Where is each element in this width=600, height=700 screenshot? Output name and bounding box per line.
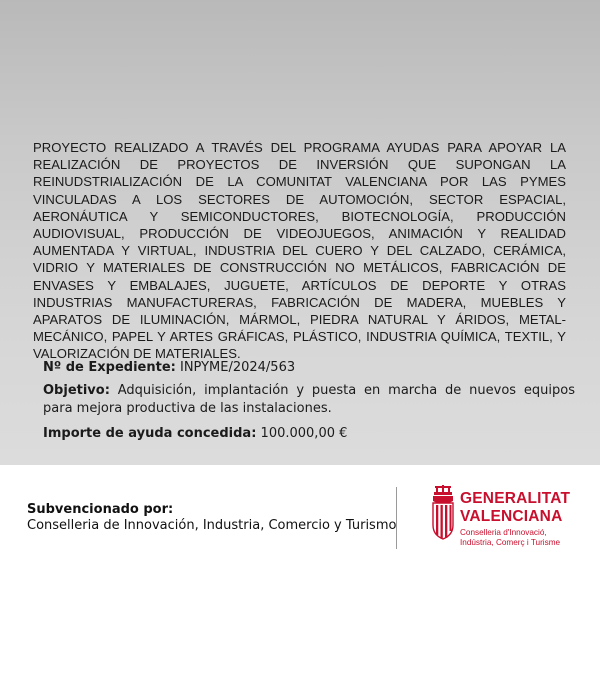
objetivo-label: Objetivo: — [43, 383, 110, 398]
importe-label: Importe de ayuda concedida: — [43, 426, 257, 441]
objetivo-row — [43, 382, 575, 418]
importe-value: 100.000,00 € — [260, 426, 348, 441]
subvencionado-label: Subvencionado por: — [27, 502, 174, 517]
generalitat-title: GENERALITAT VALENCIANA — [460, 490, 571, 525]
generalitat-subtitle: Conselleria d'Innovació, Indústria, Comerç i Turisme — [460, 528, 561, 547]
generalitat-coat-of-arms-icon — [430, 484, 456, 546]
importe-row — [43, 425, 575, 443]
footer-divider — [396, 487, 397, 549]
subvencionado-value: Conselleria de Innovación, Industria, Comercio y Turismo — [27, 518, 397, 533]
expediente-row — [43, 359, 575, 377]
expediente-label: Nº de Expediente: — [43, 360, 176, 375]
objetivo-value: Adquisición, implantación y puesta en marcha de nuevos equipos para mejora productiva de las instalaciones. — [43, 383, 575, 416]
project-description: PROYECTO REALIZADO A TRAVÉS DEL PROGRAMA AYUDAS PARA APOYAR LA REALIZACIÓN DE PROYECTOS DE INVERSIÓN QUE SUPONGAN LA REINUDSTRIALIZACIÓN DE LA COMUNITAT VALENCIANA POR LAS PYMES VINCULADAS A LOS SECTORES DE AUTOMOCIÓN, SECTOR ESPACIAL, AERONÁUTICA Y SEMICONDUCTORES, BIOTECNOLOGÍA, PRODUCCIÓN AUDIOVISUAL, PRODUCCIÓN DE VIDEOJUEGOS, ANIMACIÓN Y REALIDAD AUMENTADA Y VIRTUAL, INDUSTRIA DEL CUERO Y DEL CALZADO, CERÁMICA, VIDRIO Y MATERIALES DE CONSTRUCCIÓN NO METÁLICOS, FABRICACIÓN DE ENVASES Y EMBALAJES, JUGUETE, ARTÍCULOS DE DEPORTE Y OTRAS INDUSTRIAS MANUFACTURERAS, FABRICACIÓN DE MADERA, MUEBLES Y APARATOS DE ILUMINACIÓN, MÁRMOL, PIEDRA NATURAL Y ÁRIDOS, METAL-MECÁNICO, PAPEL Y ARTES GRÁFICAS, PLÁSTICO, INDUSTRIA QUÍMICA, TEXTIL, Y VALORIZACIÓN DE MATERIALES. — [33, 140, 566, 362]
expediente-value: INPYME/2024/563 — [179, 360, 296, 375]
